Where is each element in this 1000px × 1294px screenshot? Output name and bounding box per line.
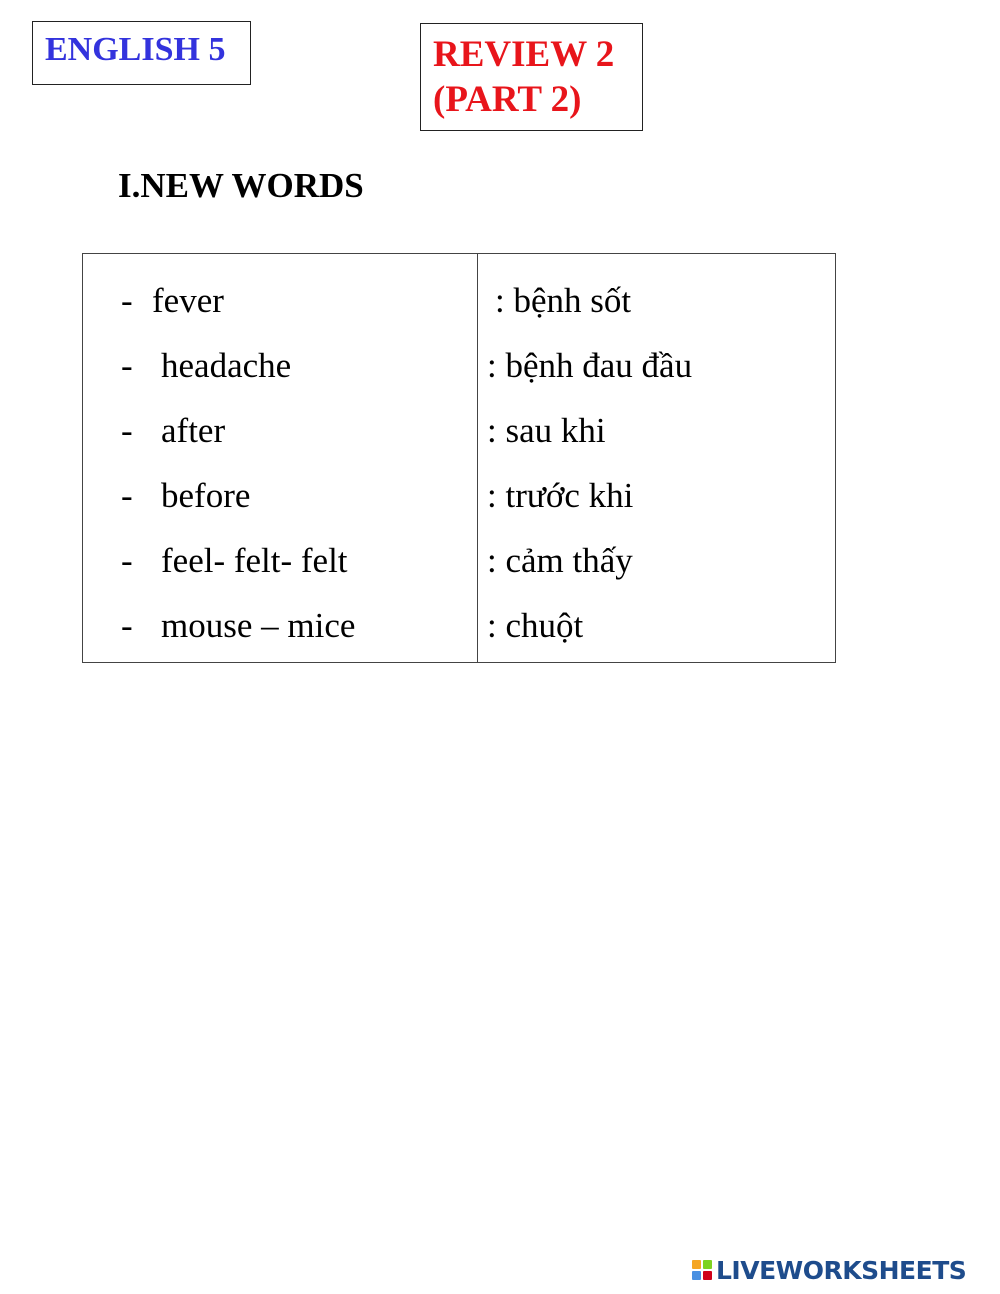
liveworksheets-brand[interactable] bbox=[692, 1256, 966, 1284]
vocab-row bbox=[83, 413, 835, 478]
vocab-word: before bbox=[161, 476, 251, 515]
vocab-meaning: : cảm thấy bbox=[487, 541, 633, 580]
review-box bbox=[420, 23, 643, 131]
row-dash: - bbox=[121, 346, 133, 385]
vocab-word: fever bbox=[152, 281, 224, 320]
row-dash: - bbox=[121, 411, 133, 450]
logo-square bbox=[692, 1260, 701, 1269]
vocab-meaning: : bệnh đau đầu bbox=[487, 346, 693, 385]
liveworksheets-logo-icon bbox=[692, 1260, 712, 1280]
logo-square bbox=[692, 1271, 701, 1280]
row-dash: - bbox=[121, 281, 133, 320]
vocabulary-table bbox=[82, 253, 836, 663]
vocab-word: headache bbox=[161, 346, 292, 385]
vocab-meaning: : trước khi bbox=[487, 476, 634, 515]
brand-name: LIVEWORKSHEETS bbox=[716, 1255, 967, 1285]
section-title: I.NEW WORDS bbox=[118, 166, 364, 205]
logo-square bbox=[703, 1271, 712, 1280]
vocab-word: mouse – mice bbox=[161, 606, 356, 645]
review-part: (PART 2) bbox=[433, 79, 582, 120]
vocab-row bbox=[83, 543, 835, 608]
review-title: REVIEW 2 bbox=[433, 34, 615, 75]
subject-label: ENGLISH 5 bbox=[45, 31, 226, 68]
vocab-row bbox=[83, 478, 835, 543]
vocab-row bbox=[83, 608, 835, 673]
vocab-row bbox=[83, 348, 835, 413]
vocab-word: feel- felt- felt bbox=[161, 541, 348, 580]
row-dash: - bbox=[121, 476, 133, 515]
vocab-word: after bbox=[161, 411, 226, 450]
vocab-meaning: : sau khi bbox=[487, 411, 606, 450]
vocab-meaning: : bệnh sốt bbox=[495, 281, 632, 320]
row-dash: - bbox=[121, 541, 133, 580]
vocab-meaning: : chuột bbox=[487, 606, 584, 645]
subject-box bbox=[32, 21, 251, 85]
vocab-row bbox=[83, 283, 835, 348]
row-dash: - bbox=[121, 606, 133, 645]
logo-square bbox=[703, 1260, 712, 1269]
